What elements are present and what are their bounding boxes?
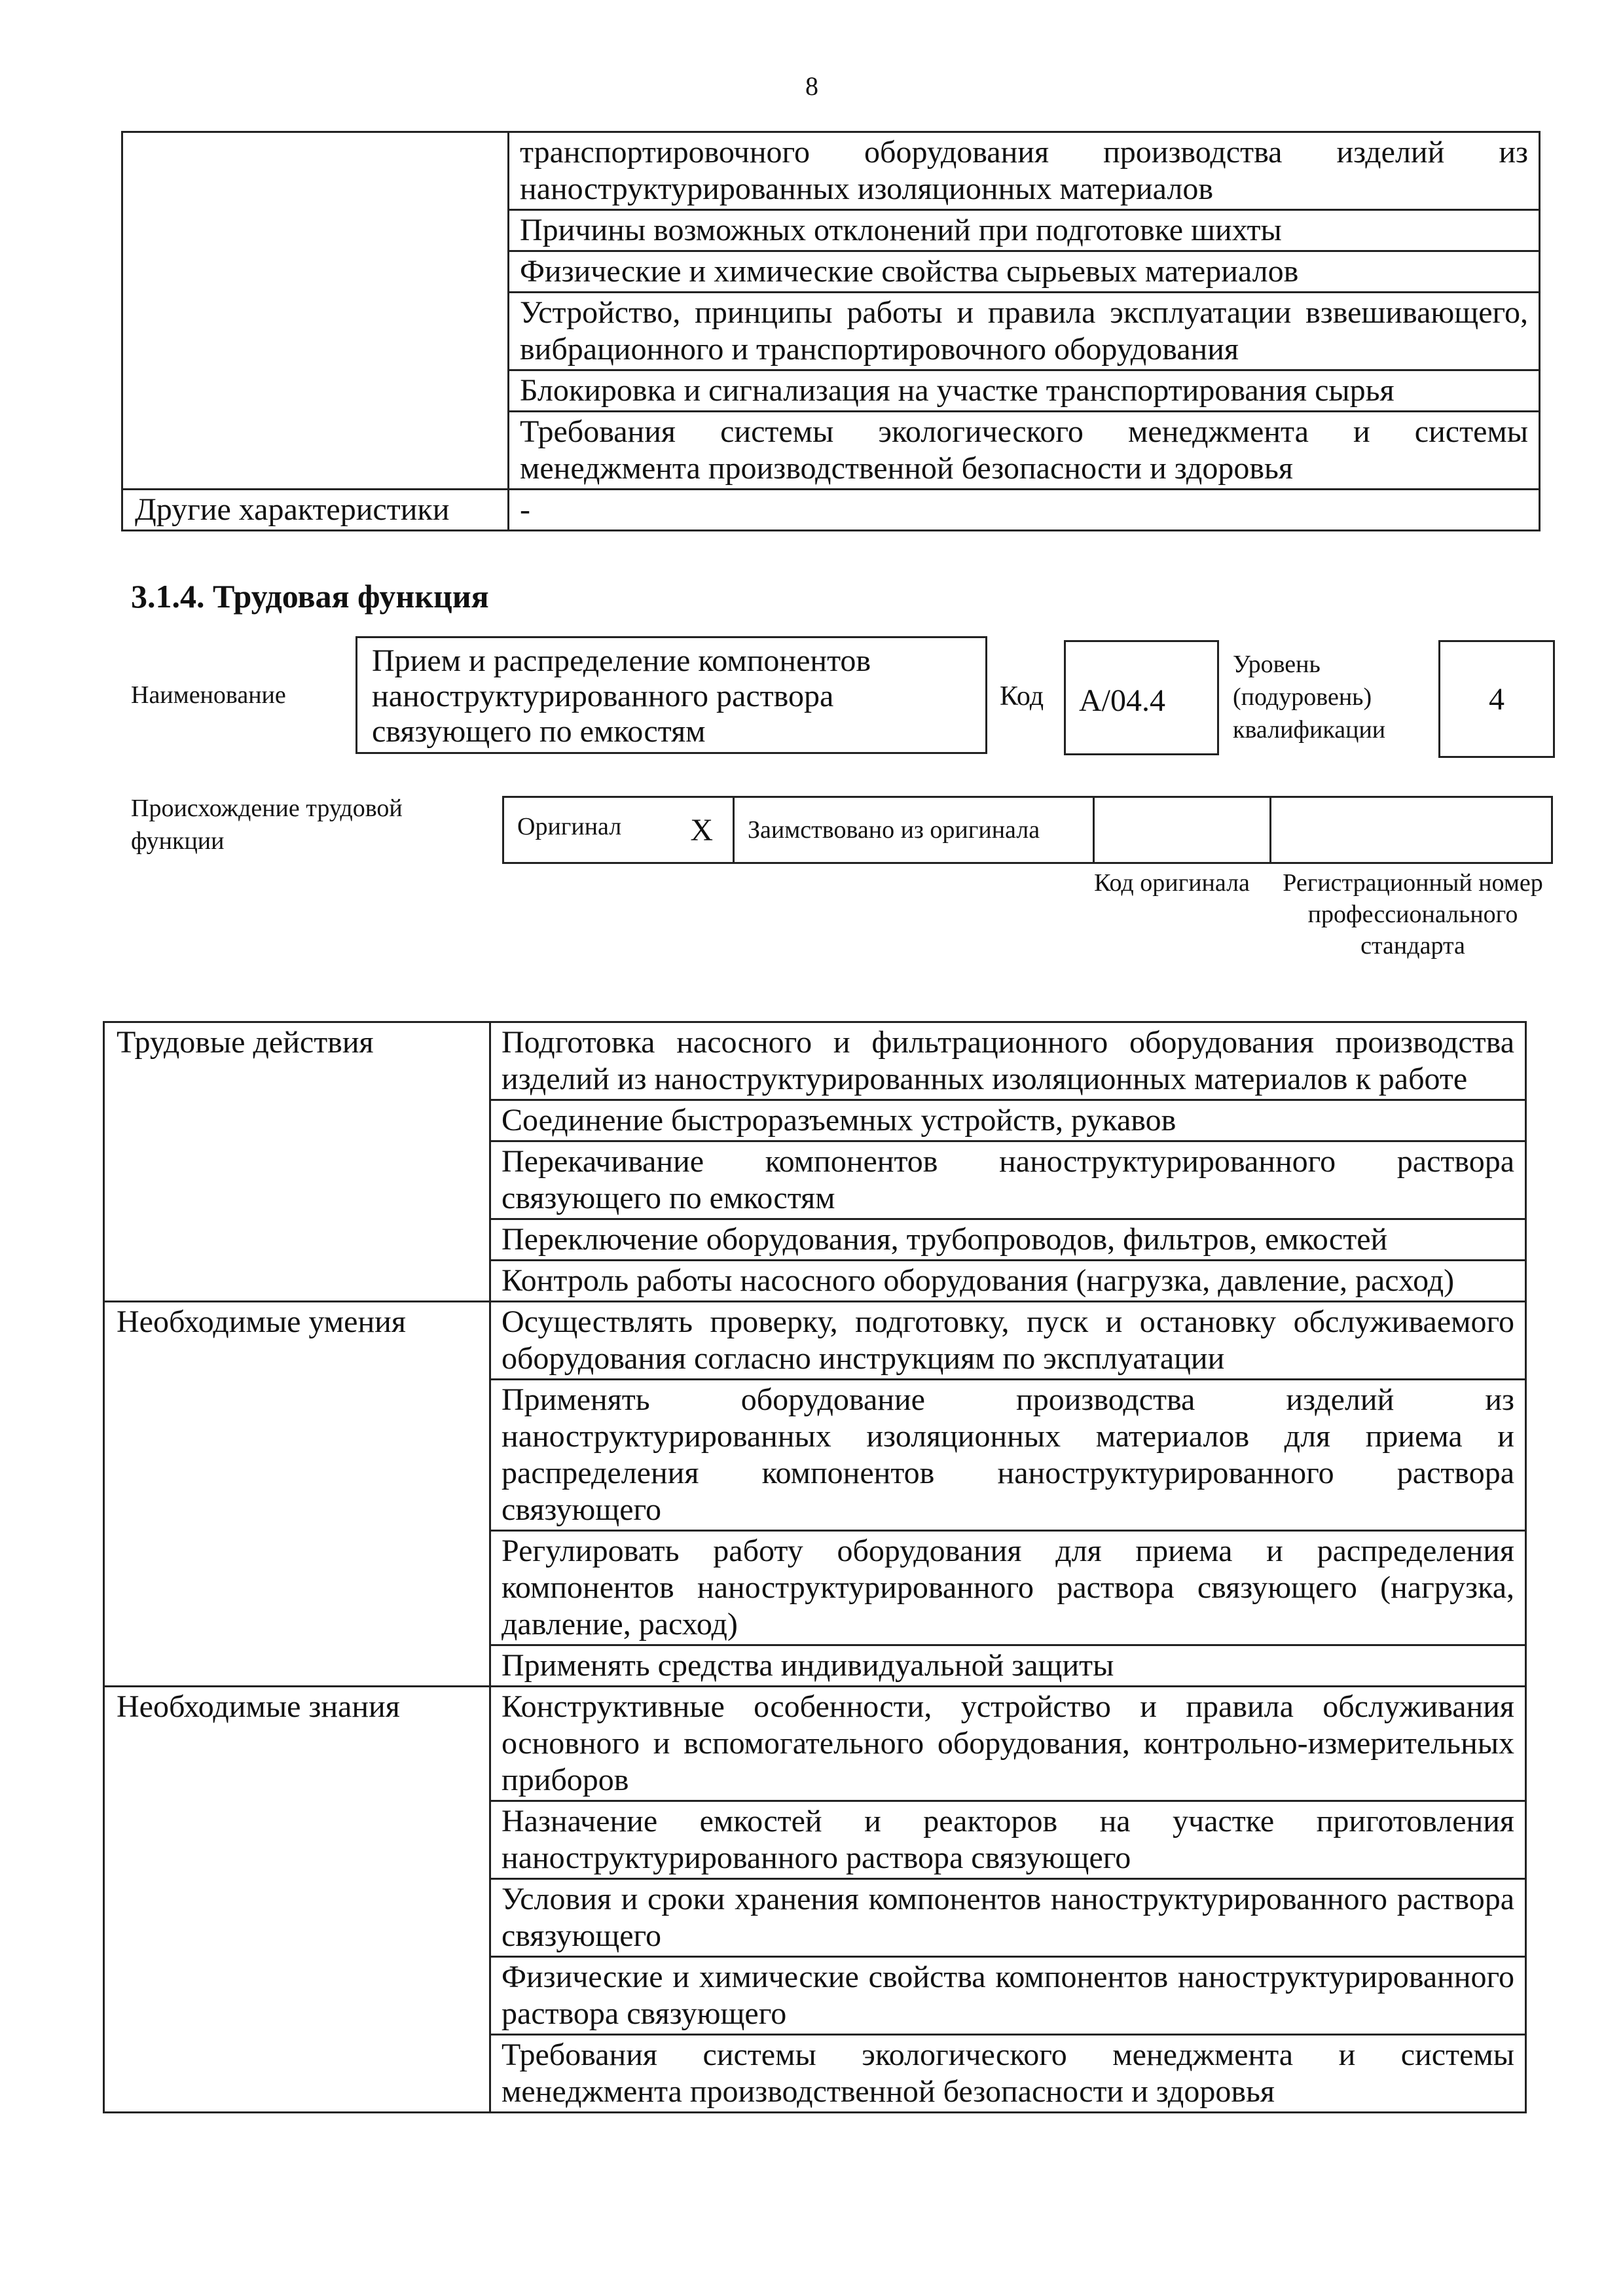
list-item: Применять средства индивидуальной защиты xyxy=(490,1645,1526,1687)
section-title: 3.1.4. Трудовая функция xyxy=(131,578,489,615)
original-mark: X xyxy=(690,812,713,848)
list-item: Устройство, принципы работы и правила эксплуатации взвешивающего, вибрационного и транспортировочного оборудования xyxy=(509,293,1540,370)
list-item: Физические и химические свойства сырьевых материалов xyxy=(509,251,1540,293)
code-label: Код xyxy=(1000,681,1044,711)
list-item: Конструктивные особенности, устройство и правила обслуживания основного и вспомогательного оборудования, контрольно-измерительных приборов xyxy=(490,1687,1526,1801)
list-item: Перекачивание компонентов наноструктурированного раствора связующего по емкостям xyxy=(490,1141,1526,1219)
other-characteristics-label: Другие характеристики xyxy=(122,490,509,531)
level-box: 4 xyxy=(1438,640,1555,758)
list-item: Контроль работы насосного оборудования (нагрузка, давление, расход) xyxy=(490,1261,1526,1302)
page-number: 8 xyxy=(805,71,818,101)
caption-original-code: Код оригинала xyxy=(1094,869,1250,897)
labor-function-table xyxy=(103,1021,1527,2113)
required-knowledge-label: Необходимые знания xyxy=(104,1687,490,2113)
list-item: Подготовка насосного и фильтрационного оборудования производства изделий из наноструктурированных изоляционных материалов к работе xyxy=(490,1022,1526,1100)
list-item: транспортировочного оборудования производства изделий из наноструктурированных изоляционных материалов xyxy=(509,132,1540,210)
function-name-box: Прием и распределение компонентов наноструктурированного раствора связующего по емкостям xyxy=(356,636,987,754)
list-item: Требования системы экологического менеджмента и системы менеджмента производственной безопасности и здоровья xyxy=(490,2035,1526,2113)
list-item: Условия и сроки хранения компонентов наноструктурированного раствора связующего xyxy=(490,1879,1526,1957)
list-item: Требования системы экологического менеджмента и системы менеджмента производственной безопасности и здоровья xyxy=(509,412,1540,490)
name-label: Наименование xyxy=(131,681,286,709)
list-item: Назначение емкостей и реакторов на участке приготовления наноструктурированного раствора связующего xyxy=(490,1801,1526,1879)
other-characteristics-value: - xyxy=(509,490,1540,531)
list-item: Соединение быстроразъемных устройств, рукавов xyxy=(490,1100,1526,1141)
original-code-cell xyxy=(1094,797,1271,863)
code-box: A/04.4 xyxy=(1064,640,1219,755)
list-item: Физические и химические свойства компонентов наноструктурированного раствора связующего xyxy=(490,1957,1526,2035)
borrowed-label: Заимствовано из оригинала xyxy=(734,797,1094,863)
labor-actions-label: Трудовые действия xyxy=(104,1022,490,1302)
knowledge-continuation-table xyxy=(121,131,1541,531)
list-item: Причины возможных отклонений при подготовке шихты xyxy=(509,210,1540,251)
list-item: Регулировать работу оборудования для приема и распределения компонентов наноструктурированного раствора связующего (нагрузка, давление, расход) xyxy=(490,1531,1526,1645)
original-label: Оригинал xyxy=(517,812,622,840)
origin-original-cell xyxy=(503,797,734,863)
required-skills-label: Необходимые умения xyxy=(104,1302,490,1687)
list-item: Блокировка и сигнализация на участке транспортирования сырья xyxy=(509,370,1540,412)
origin-table xyxy=(502,796,1553,864)
empty-label-cell xyxy=(122,132,509,490)
caption-registration-number: Регистрационный номер профессионального стандарта xyxy=(1283,869,1543,960)
list-item: Осуществлять проверку, подготовку, пуск и остановку обслуживаемого оборудования согласно инструкциям по эксплуатации xyxy=(490,1302,1526,1380)
list-item: Переключение оборудования, трубопроводов, фильтров, емкостей xyxy=(490,1219,1526,1261)
level-label: Уровень (подуровень) квалификации xyxy=(1233,651,1386,744)
origin-label: Происхождение трудовой функции xyxy=(131,795,403,855)
registration-number-cell xyxy=(1271,797,1552,863)
list-item: Применять оборудование производства изделий из наноструктурированных изоляционных материалов для приема и распределения компонентов наноструктурированного раствора связующего xyxy=(490,1380,1526,1531)
